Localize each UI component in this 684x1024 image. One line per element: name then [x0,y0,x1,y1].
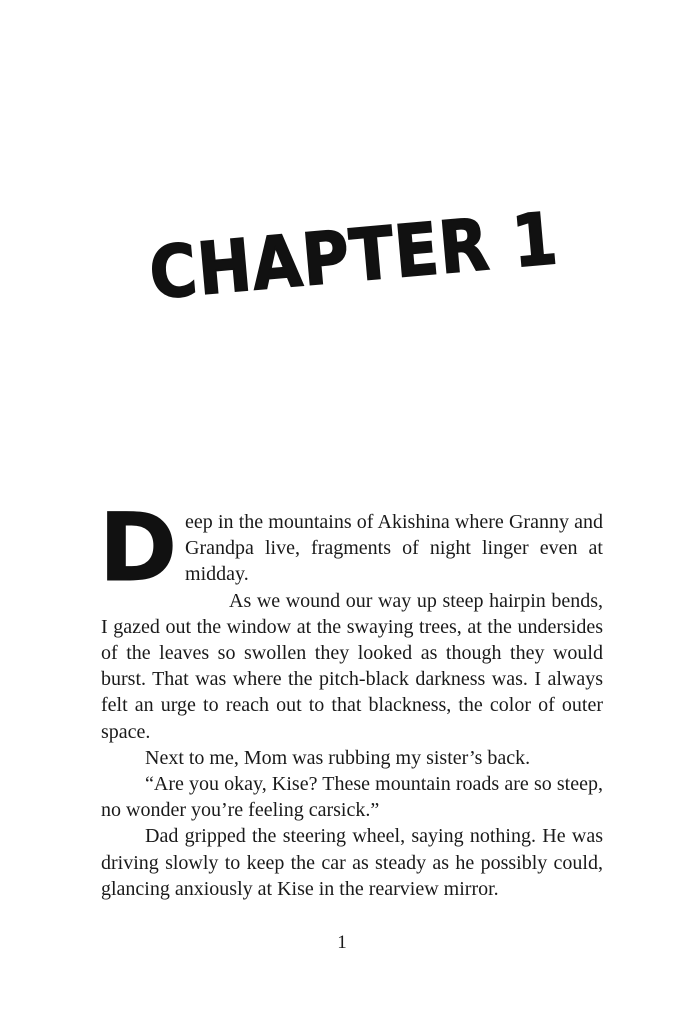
chapter-body [99,494,603,902]
drop-cap: D [99,494,178,603]
paragraph-1-text: eep in the mountains of Akishina where Granny and Grandpa live, fragments of night linger even at midday. [185,511,603,586]
paragraph-1 [99,494,603,603]
chapter-title: CHAPTER 1 [146,198,562,317]
paragraph-2: As we wound our way up steep hairpin bends, I gazed out the window at the swaying trees, at the undersides of the leaves so swollen they looked as though they would burst. That was where the pitch-black darkness was. I always felt an urge to reach out to that blackness, the color of outer space. [101,589,603,743]
paragraph-4: “Are you okay, Kise? These mountain roads are so steep, no wonder you’re feeling carsick.” [101,773,603,822]
page-number: 1 [337,932,347,953]
paragraph-5: Dad gripped the steering wheel, saying nothing. He was driving slowly to keep the car as steady as he possibly could, glancing anxiously at Kise in the rearview mirror. [101,825,603,900]
paragraph-3: Next to me, Mom was rubbing my sister’s back. [145,746,531,769]
